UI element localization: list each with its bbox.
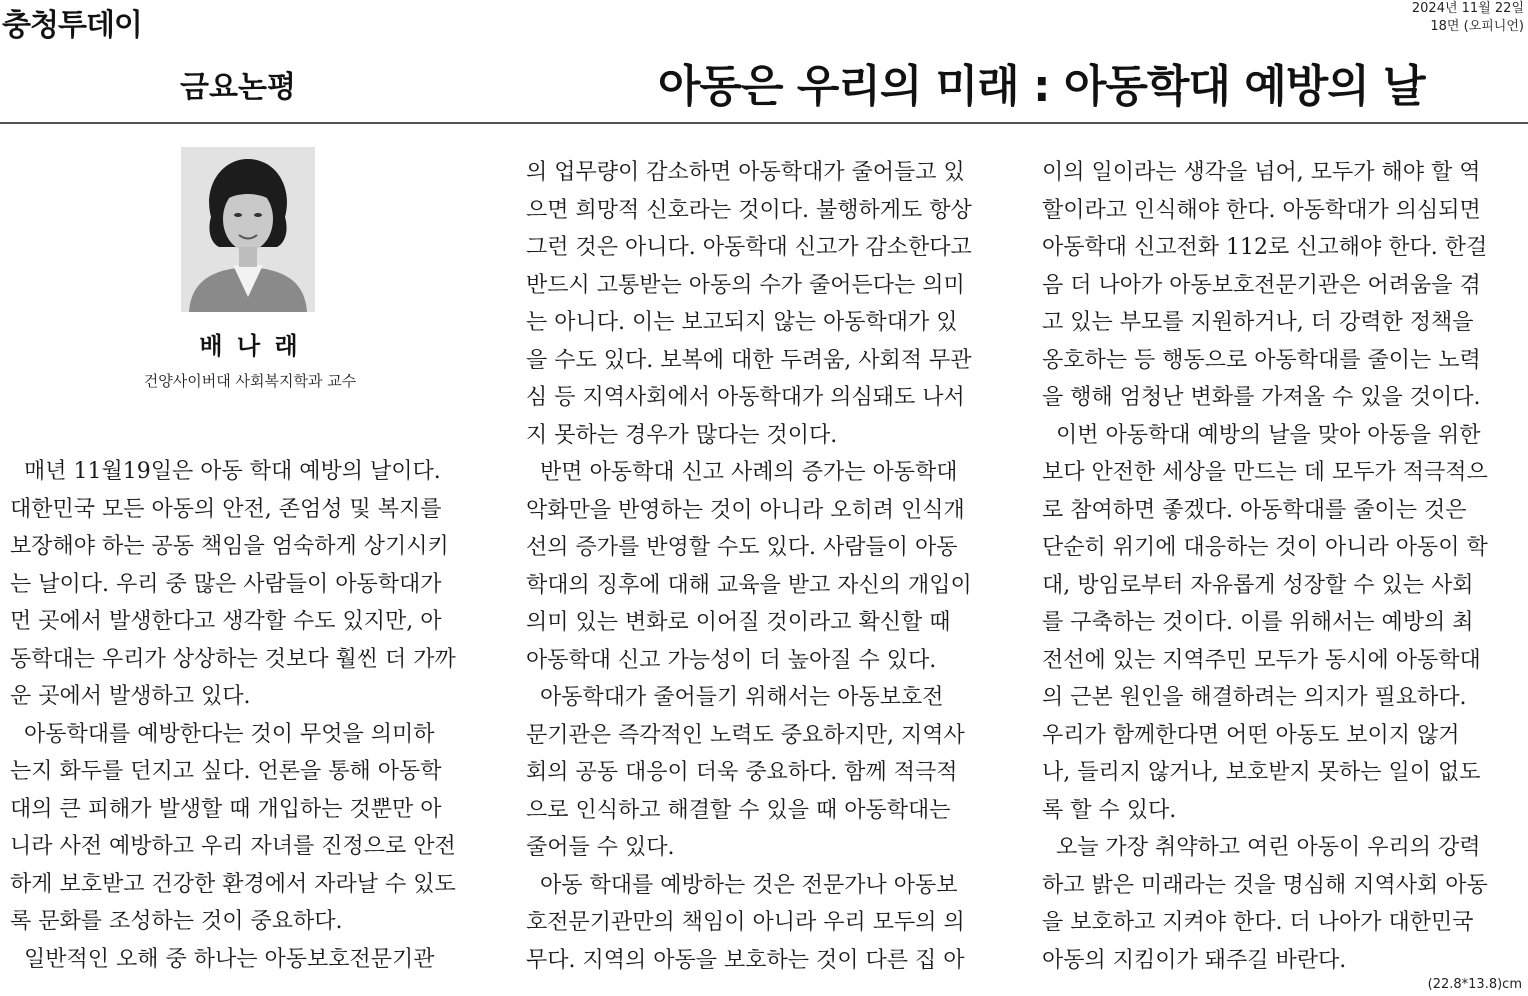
- article-line: 아동학대 신고전화 112로 신고해야 한다. 한걸: [1042, 235, 1488, 260]
- article-line: 일반적인 오해 중 하나는 아동보호전문기관: [10, 946, 435, 972]
- article-column-2: [526, 154, 1006, 979]
- article-line: 을 행해 엄청난 변화를 가져올 수 있을 것이다.: [1042, 385, 1481, 410]
- article-line: 반면 아동학대 신고 사례의 증가는 아동학대: [526, 460, 958, 485]
- article-line: 전선에 있는 지역주민 모두가 동시에 아동학대: [1042, 647, 1481, 673]
- article-line: 아동학대를 예방한다는 것이 무엇을 의미하: [10, 721, 435, 747]
- page-section: 18면 (오피니언): [1430, 19, 1524, 34]
- masthead-logo: 충청투데이: [2, 8, 142, 43]
- article-line: 을 수도 있다. 보복에 대한 두려움, 사회적 무관: [526, 347, 972, 373]
- article-line: 는 날이다. 우리 중 많은 사람들이 아동학대가: [10, 571, 442, 597]
- article-column-1: [10, 453, 490, 978]
- article-line: 이번 아동학대 예방의 날을 맞아 아동을 위한: [1042, 422, 1481, 448]
- article-line: 니라 사전 예방하고 우리 자녀를 진정으로 안전: [10, 834, 456, 859]
- publication-meta: [1412, 0, 1524, 36]
- article-line: 아동 학대를 예방하는 것은 전문가나 아동보: [526, 872, 958, 898]
- article-line: 의 업무량이 감소하면 아동학대가 줄어들고 있: [526, 160, 965, 185]
- article-line: 이의 일이라는 생각을 넘어, 모두가 해야 할 역: [1042, 160, 1481, 185]
- article-line: 을 보호하고 지켜야 한다. 더 나아가 대한민국: [1042, 910, 1474, 935]
- article-line: 회의 공동 대응이 더욱 중요하다. 함께 적극적: [526, 760, 958, 785]
- article-line: 우리가 함께한다면 어떤 아동도 보이지 않거: [1042, 722, 1460, 748]
- article-line: 나, 들리지 않거나, 보호받지 못하는 일이 없도: [1042, 760, 1481, 785]
- article-line: 동학대는 우리가 상상하는 것보다 훨씬 더 가까: [10, 646, 456, 672]
- article-line: 고 있는 부모를 지원하거나, 더 강력한 정책을: [1042, 310, 1474, 335]
- article-line: 옹호하는 등 행동으로 아동학대를 줄이는 노력: [1042, 347, 1481, 373]
- author-portrait-image: [181, 147, 315, 312]
- article-line: 하게 보호받고 건강한 환경에서 자라날 수 있도: [10, 871, 456, 897]
- author-affiliation: 건양사이버대 사회복지학과 교수: [143, 372, 357, 390]
- article-line: 아동학대가 줄어들기 위해서는 아동보호전: [526, 685, 944, 710]
- article-line: 하고 밝은 미래라는 것을 명심해 지역사회 아동: [1042, 872, 1488, 898]
- article-line: 대의 큰 피해가 발생할 때 개입하는 것뿐만 아: [10, 796, 442, 822]
- article-line: 선의 증가를 반영할 수도 있다. 사람들이 아동: [526, 535, 958, 560]
- article-line: 아동의 지킴이가 돼주길 바란다.: [1042, 947, 1347, 973]
- article-line: 그런 것은 아니다. 아동학대 신고가 감소한다고: [526, 235, 972, 260]
- article-line: 반드시 고통받는 아동의 수가 줄어든다는 의미: [526, 272, 965, 298]
- article-line: 보다 안전한 세상을 만드는 데 모두가 적극적으: [1042, 460, 1488, 485]
- article-line: 할이라고 인식해야 한다. 아동학대가 의심되면: [1042, 197, 1481, 223]
- article-line: 학대의 징후에 대해 교육을 받고 자신의 개입이: [526, 572, 972, 598]
- column-label: 금요논평: [180, 70, 296, 105]
- article-line: 아동학대 신고 가능성이 더 높아질 수 있다.: [526, 647, 937, 673]
- headline: 아동은 우리의 미래 : 아동학대 예방의 날: [658, 61, 1425, 112]
- article-line: 문기관은 즉각적인 노력도 중요하지만, 지역사: [526, 722, 965, 748]
- article-line: 지 못하는 경우가 많다는 것이다.: [526, 422, 838, 448]
- article-line: 악화만을 반영하는 것이 아니라 오히려 인식개: [526, 497, 965, 523]
- article-line: 의 근본 원인을 해결하려는 의지가 필요하다.: [1042, 685, 1467, 710]
- article-line: 록 할 수 있다.: [1042, 797, 1177, 823]
- article-line: 음 더 나아가 아동보호전문기관은 어려움을 겪: [1042, 272, 1481, 298]
- header-divider: [0, 122, 1528, 124]
- article-line: 대, 방임로부터 자유롭게 성장할 수 있는 사회: [1042, 572, 1474, 598]
- article-line: 의미 있는 변화로 이어질 것이라고 확신할 때: [526, 610, 951, 635]
- article-size-note: (22.8*13.8)cm: [1427, 977, 1522, 992]
- article-line: 먼 곳에서 발생한다고 생각할 수도 있지만, 아: [10, 609, 442, 634]
- article-line: 는지 화두를 던지고 싶다. 언론을 통해 아동학: [10, 759, 442, 784]
- article-line: 를 구축하는 것이다. 이를 위해서는 예방의 최: [1042, 610, 1474, 635]
- article-line: 는 아니다. 이는 보고되지 않는 아동학대가 있: [526, 310, 958, 335]
- article-line: 으면 희망적 신호라는 것이다. 불행하게도 항상: [526, 197, 972, 223]
- article-line: 오늘 가장 취약하고 여린 아동이 우리의 강력: [1042, 835, 1481, 860]
- article-line: 보장해야 하는 공동 책임을 엄숙하게 상기시키: [10, 534, 449, 559]
- article-line: 매년 11월19일은 아동 학대 예방의 날이다.: [10, 459, 441, 484]
- author-name: 배 나 래: [199, 332, 301, 360]
- article-line: 줄어들 수 있다.: [526, 835, 675, 860]
- article-line: 대한민국 모든 아동의 안전, 존엄성 및 복지를: [10, 496, 442, 522]
- article-line: 운 곳에서 발생하고 있다.: [10, 684, 251, 709]
- article-line: 무다. 지역의 아동을 보호하는 것이 다른 집 아: [526, 947, 965, 973]
- article-line: 록 문화를 조성하는 것이 중요하다.: [10, 909, 343, 934]
- article-column-3: [1042, 154, 1522, 979]
- article-line: 로 참여하면 좋겠다. 아동학대를 줄이는 것은: [1042, 497, 1467, 523]
- article-line: 심 등 지역사회에서 아동학대가 의심돼도 나서: [526, 385, 965, 410]
- article-line: 으로 인식하고 해결할 수 있을 때 아동학대는: [526, 797, 951, 823]
- article-line: 단순히 위기에 대응하는 것이 아니라 아동이 학: [1042, 535, 1488, 560]
- author-photo: [181, 147, 315, 312]
- article-line: 호전문기관만의 책임이 아니라 우리 모두의 의: [526, 910, 965, 935]
- publication-date: 2024년 11월 22일: [1411, 1, 1524, 16]
